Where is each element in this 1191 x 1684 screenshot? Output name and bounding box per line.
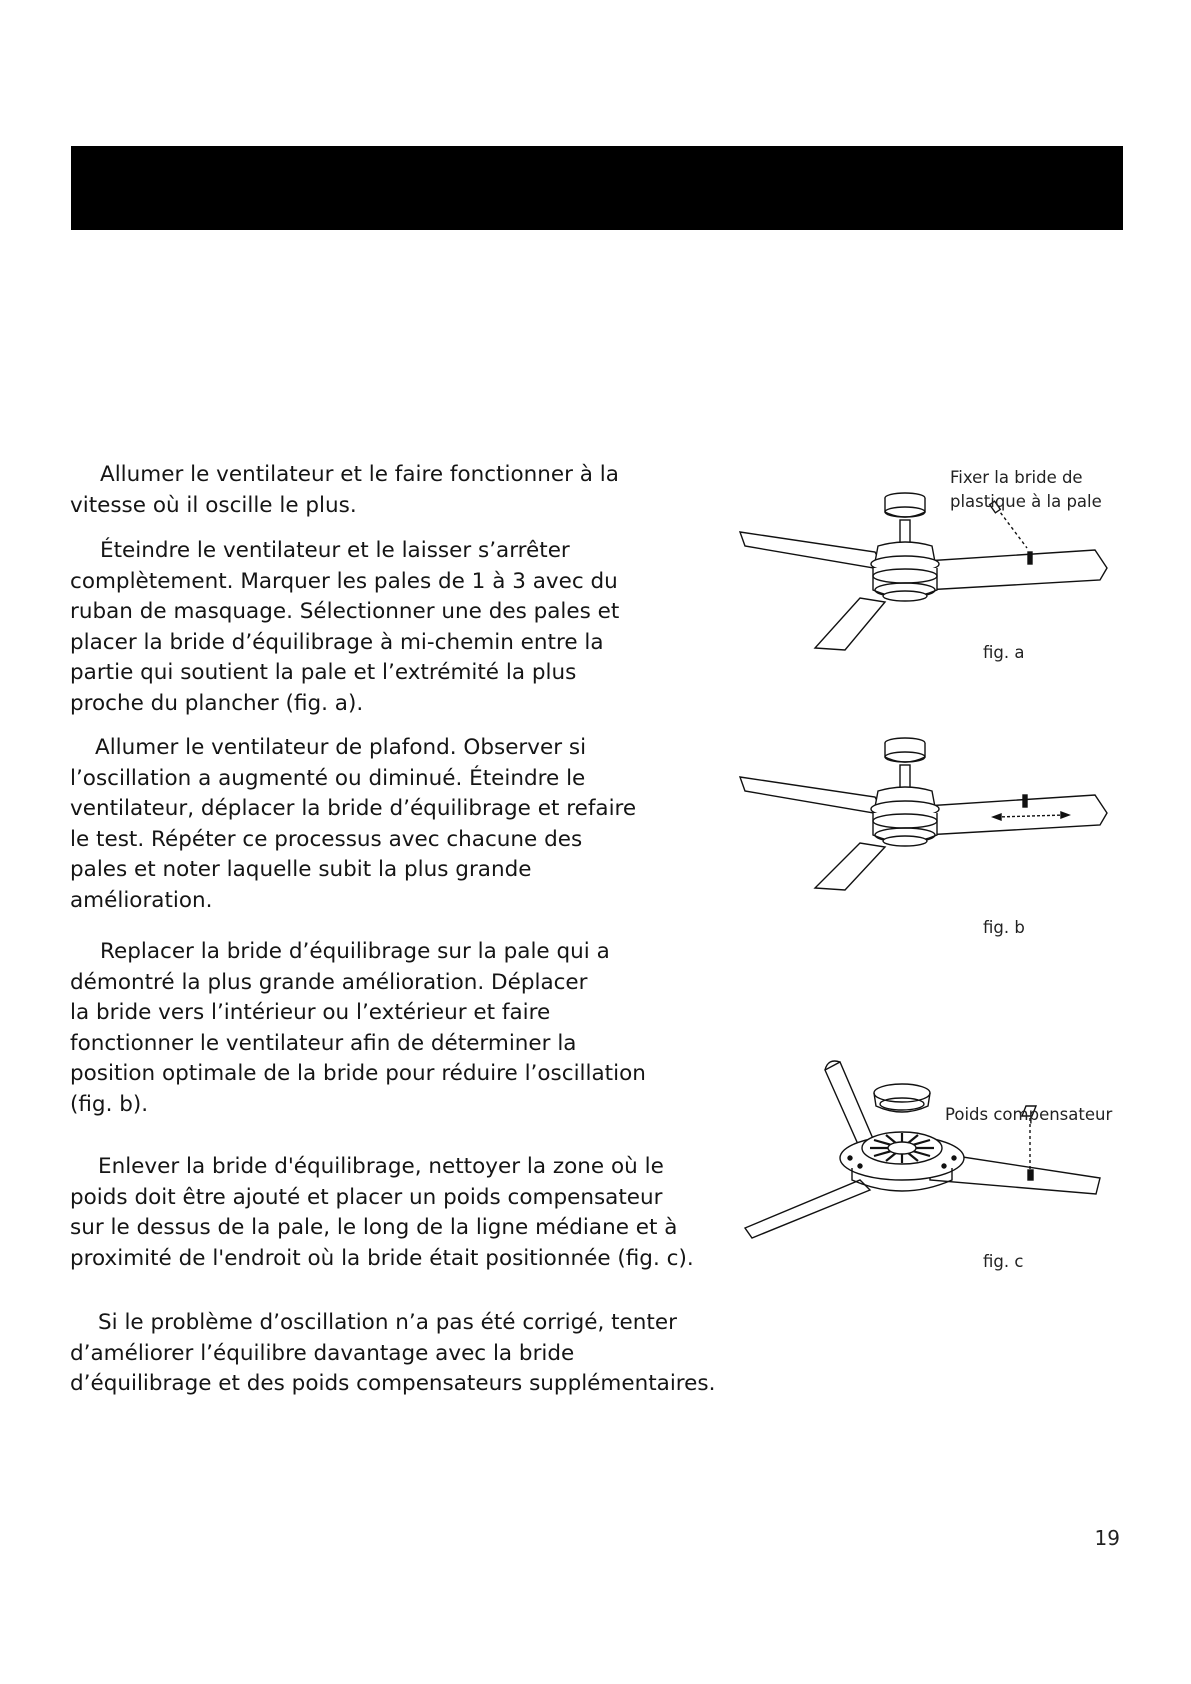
paragraph-line: Éteindre le ventilateur et le laisser s’arrêter — [100, 538, 570, 563]
paragraph-line: Replacer la bride d’équilibrage sur la pale qui a — [100, 939, 610, 964]
paragraph-line: le test. Répéter ce processus avec chacune des — [70, 826, 583, 852]
paragraph-line: Allumer le ventilateur et le faire fonctionner à la — [100, 462, 619, 487]
callout-line: Fixer la bride de — [950, 468, 1083, 487]
paragraph-line: pales et noter laquelle subit la plus grande — [70, 857, 532, 882]
paragraph-line: d’équilibrage et des poids compensateurs supplémentaires. — [70, 1371, 716, 1396]
fig-c-caption: fig. c — [983, 1252, 1024, 1271]
paragraph-line: amélioration. — [70, 887, 213, 913]
paragraph-line: la bride vers l’intérieur ou l’extérieur et faire — [70, 1000, 551, 1025]
paragraph-line: ventilateur, déplacer la bride d’équilibrage et refaire — [70, 796, 637, 821]
paragraph-line: d’améliorer l’équilibre davantage avec la bride — [70, 1340, 575, 1366]
fig-c-callout: Poids compensateur — [945, 1105, 1113, 1124]
paragraph-line: partie qui soutient la pale et l’extrémité la plus — [70, 660, 577, 685]
paragraph-line: démontré la plus grande amélioration. Déplacer — [70, 969, 588, 995]
paragraph-line: sur le dessus de la pale, le long de la ligne médiane et à — [70, 1215, 678, 1240]
instruction-paragraph-6 — [70, 1308, 715, 1400]
paragraph-line: Allumer le ventilateur de plafond. Observer si — [95, 735, 587, 760]
paragraph-line: proximité de l'endroit où la bride était positionnée (fig. c). — [70, 1245, 694, 1271]
paragraph-line: poids doit être ajouté et placer un poids compensateur — [70, 1184, 663, 1210]
section-header-bar — [71, 146, 1123, 230]
instruction-paragraph-5 — [70, 1152, 694, 1274]
fan-figure-b — [735, 735, 1115, 895]
paragraph-line: Si le problème d’oscillation n’a pas été corrigé, tenter — [98, 1310, 677, 1335]
callout-line: plastique à la pale — [950, 492, 1102, 511]
paragraph-line: ruban de masquage. Sélectionner une des pales et — [70, 599, 620, 624]
paragraph-line: (fig. b). — [70, 1091, 149, 1117]
paragraph-line: position optimale de la bride pour réduire l’oscillation — [70, 1061, 646, 1086]
paragraph-line: vitesse où il oscille le plus. — [70, 492, 357, 518]
paragraph-line: Enlever la bride d'équilibrage, nettoyer la zone où le — [98, 1154, 664, 1179]
paragraph-line: fonctionner le ventilateur afin de déterminer la — [70, 1030, 577, 1056]
paragraph-line: l’oscillation a augmenté ou diminué. Éteindre le — [70, 765, 586, 791]
paragraph-line: placer la bride d’équilibrage à mi-chemin entre la — [70, 629, 604, 655]
fan-figure-a — [735, 490, 1115, 660]
instruction-paragraph-4 — [70, 937, 646, 1120]
fig-a-caption: fig. a — [983, 643, 1025, 662]
page-number: 19 — [1094, 1526, 1120, 1550]
instruction-paragraph-1 — [70, 460, 619, 521]
instruction-paragraph-2 — [70, 536, 619, 719]
fig-b-caption: fig. b — [983, 918, 1025, 937]
paragraph-line: complètement. Marquer les pales de 1 à 3 avec du — [70, 568, 618, 594]
instruction-paragraph-3 — [70, 733, 636, 916]
paragraph-line: proche du plancher (fig. a). — [70, 690, 364, 716]
fig-a-callout — [950, 466, 1102, 514]
fan-figure-c — [740, 1040, 1113, 1240]
